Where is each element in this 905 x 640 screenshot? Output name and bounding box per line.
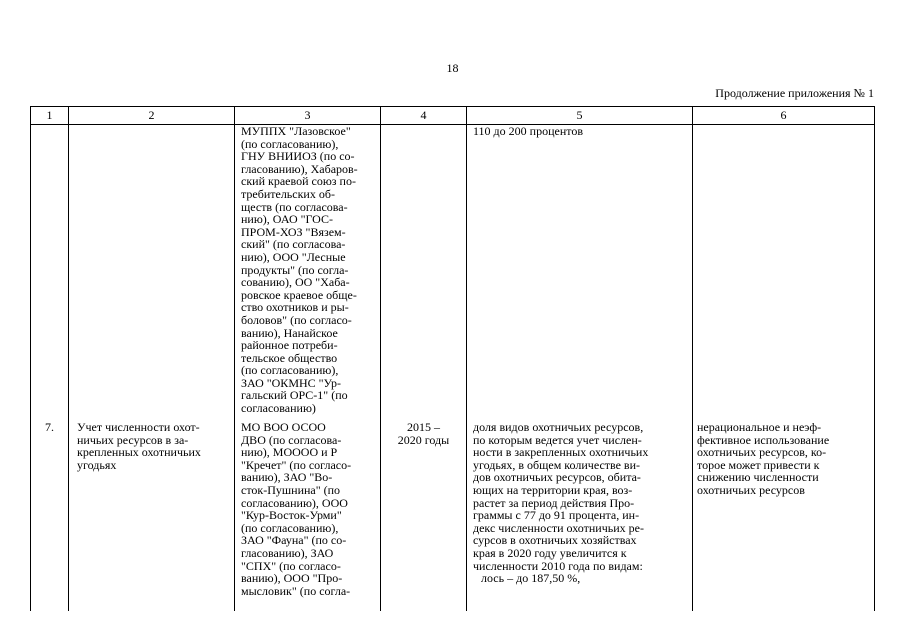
- activity-name: Учет численности охот- ничьих ресурсов в за- крепленных охотничьих угодьях: [69, 419, 235, 611]
- column-header: 2: [69, 107, 235, 125]
- expected-result-item: лось – до 187,50 %,: [481, 571, 581, 586]
- expected-result-cell: [467, 419, 693, 611]
- continuation-label: Продолжение приложения № 1: [715, 86, 874, 100]
- table-row: [31, 125, 875, 420]
- consequence: [693, 125, 875, 420]
- program-table: [30, 106, 875, 611]
- consequence: нерациональное и неэф- фективное использование охотничьих ресурсов, ко- торое может привести к снижению численности охотничьих ресурсов: [693, 419, 875, 611]
- column-header: 4: [381, 107, 467, 125]
- header-row: [31, 107, 875, 125]
- column-header: 3: [235, 107, 381, 125]
- period: [381, 125, 467, 420]
- executors: МО ВОО ОСОО ДВО (по согласова- нию), МОООО и Р "Кречет" (по согласо- ванию), ЗАО "Во- сток-Пушнина" (по согласованию), ООО "Кур-Восток-Урми" (по согласованию), ЗАО "Фауна" (по со- гласованию), ЗАО "СПХ" (по согласо- ванию), ООО "Про- мысловик" (по согла-: [235, 419, 381, 611]
- page-number: 18: [446, 61, 459, 75]
- column-header: 5: [467, 107, 693, 125]
- column-header: 1: [31, 107, 69, 125]
- period: 2015 – 2020 годы: [381, 419, 467, 611]
- row-number: [31, 125, 69, 420]
- executors: МУППХ "Лазовское" (по согласованию), ГНУ ВНИИОЗ (по со- гласованию), Хабаров- ский краевой союз по- требительских об- ществ (по согласова- нию), ОАО "ГОС- ПРОМ-ХОЗ "Вязем- ский" (по согласова- нию), ООО "Лесные продукты" (по согла- сованию), ОО "Хаба- ровское краевое обще- ство охотников и ры- боловов" (по согласо- ванию), Нанайское районное потреби- тельское общество (по согласованию), ЗАО "ОКМНС "Ур- гальский ОРС-1" (по согласованию): [235, 125, 381, 420]
- column-header: 6: [693, 107, 875, 125]
- expected-result: 110 до 200 процентов: [467, 125, 693, 420]
- activity-name: [69, 125, 235, 420]
- row-number: 7.: [31, 419, 69, 611]
- expected-result: доля видов охотничьих ресурсов, по которым ведется учет числен- ности в закрепленных охотничьих угодьях, в общем количестве ви- дов охотничьих ресурсов, обита- ющих на территории края, воз- растет за период действия Про- граммы с 77 до 91 процента, ин- декс численности охотничьих ре- сурсов в охотничьих хозяйствах края в 2020 году увеличится к численности 2010 года по видам:: [473, 420, 649, 573]
- table-row: [31, 419, 875, 611]
